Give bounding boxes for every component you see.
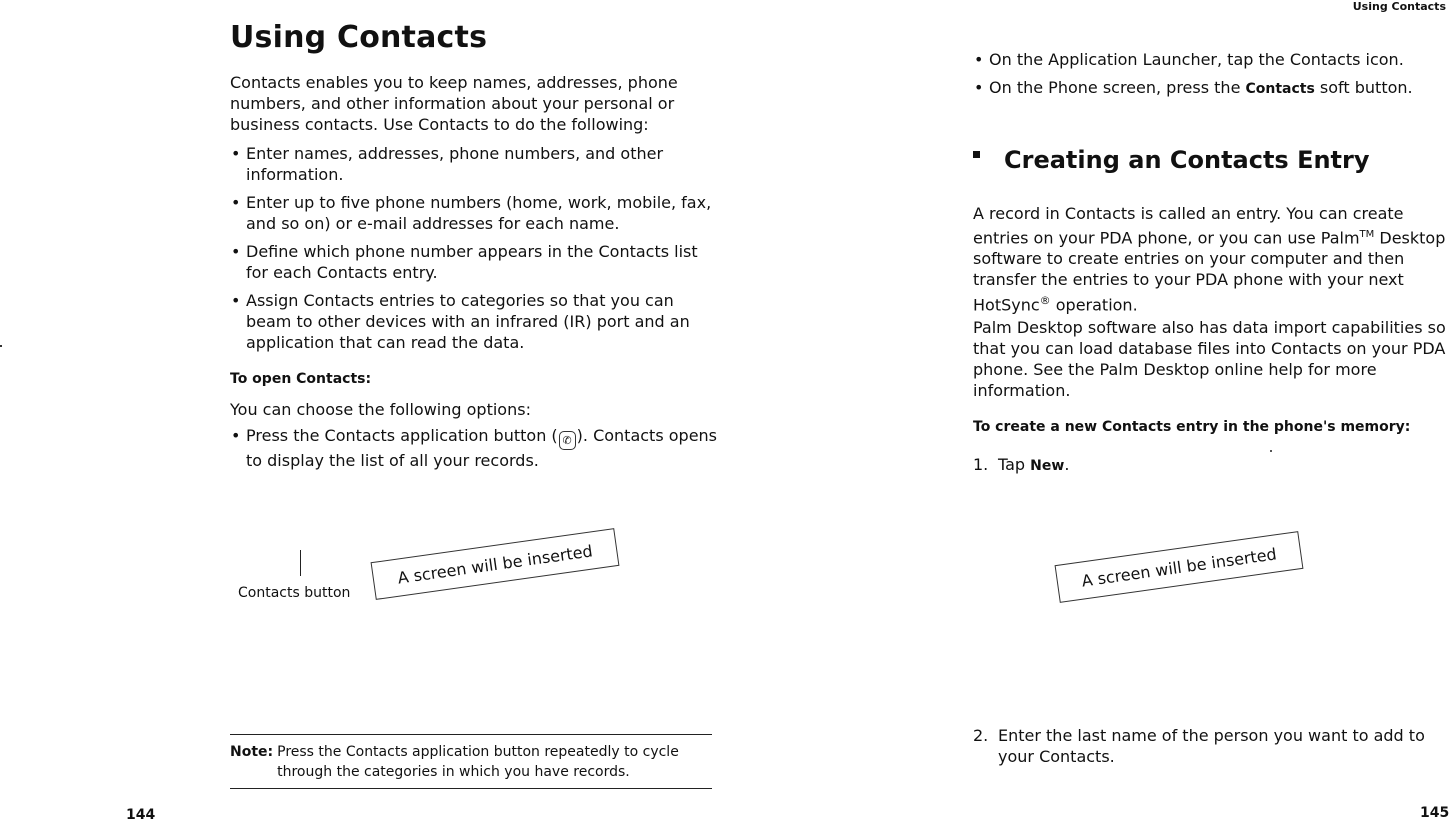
import-paragraph: Palm Desktop software also has data import capabilities so that you can load database files into Contacts on your PDA phone. See the Palm Desktop online help for more information.: [973, 318, 1446, 400]
registered-mark: ®: [1039, 294, 1051, 308]
new-command-label: New: [1030, 458, 1065, 474]
list-item: [973, 77, 1443, 100]
page-title: Using Contacts: [230, 20, 488, 55]
launch-options-list: [973, 49, 1443, 107]
entry-paragraph: [973, 203, 1448, 316]
para-text: operation.: [1050, 295, 1138, 315]
page-number-right: 145: [1420, 805, 1450, 821]
list-item: • Enter names, addresses, phone numbers, and other information.: [230, 143, 720, 185]
screen-placeholder: A screen will be inserted: [371, 528, 620, 600]
list-item: [230, 425, 720, 471]
list-item: [973, 454, 1069, 477]
bullet-text-after: soft button.: [1314, 78, 1413, 97]
list-item: • On the Application Launcher, tap the Contacts icon.: [973, 49, 1443, 70]
soft-button-label: Contacts: [1245, 81, 1315, 97]
page-number-left: 144: [126, 807, 156, 823]
procedure-heading: To open Contacts:: [230, 371, 372, 387]
callout-label: Contacts button: [238, 585, 351, 601]
para-text: A record in Contacts is called an entry. You can create entries on your PDA phone, or you can use Palm: [973, 204, 1404, 248]
note-divider-bottom: [230, 788, 712, 789]
list-item: • Enter up to five phone numbers (home, work, mobile, fax, and so on) or e-mail addresses for each name.: [230, 192, 720, 234]
edge-mark: [0, 345, 2, 347]
intro-paragraph: Contacts enables you to keep names, addresses, phone numbers, and other information about your personal or business contacts. Use Contacts to do the following:: [230, 73, 678, 134]
bullet-text-before: On the Phone screen, press the: [989, 78, 1246, 97]
step-text-end: .: [1064, 455, 1070, 474]
procedure-heading: To create a new Contacts entry in the phone's memory:: [973, 419, 1411, 435]
note-label: Note:: [230, 744, 274, 760]
step-number: 1.: [973, 455, 989, 474]
step-number: 2.: [973, 726, 989, 745]
note-divider-top: [230, 734, 712, 735]
list-item: • Assign Contacts entries to categories so that you can beam to other devices with an infrared (IR) port and an application that can read the data.: [230, 290, 720, 353]
contacts-button-icon: ✆: [559, 431, 576, 450]
trademark-mark: TM: [1359, 229, 1375, 240]
section-heading: [973, 146, 1370, 174]
press-text-after: ). Contacts opens to display the list of all your records.: [246, 426, 718, 470]
step-text: Tap: [998, 455, 1031, 474]
step-text: Enter the last name of the person you want to add to your Contacts.: [998, 726, 1425, 766]
open-options-list: [230, 425, 720, 478]
step-1: [973, 454, 1069, 477]
screen-placeholder: A screen will be inserted: [1055, 531, 1304, 603]
callout-line: [300, 550, 301, 576]
note-text: Press the Contacts application button repeatedly to cycle through the categories in which you have records.: [277, 744, 679, 780]
options-intro: You can choose the following options:: [230, 400, 531, 419]
press-text-before: Press the Contacts application button (: [246, 426, 558, 445]
section-bullet-icon: [973, 151, 980, 158]
para-text: Desktop software to create entries on your computer and then transfer the entries to your PDA phone with your next HotSync: [973, 228, 1446, 315]
feature-bullet-list: [230, 143, 720, 360]
section-heading-text: Creating an Contacts Entry: [1004, 146, 1370, 174]
step-2: [973, 725, 1448, 767]
list-item: [973, 725, 1448, 767]
note-block: [230, 742, 712, 782]
stray-dot: [1270, 450, 1272, 452]
running-head: Using Contacts: [1352, 0, 1446, 13]
list-item: • Define which phone number appears in the Contacts list for each Contacts entry.: [230, 241, 720, 283]
